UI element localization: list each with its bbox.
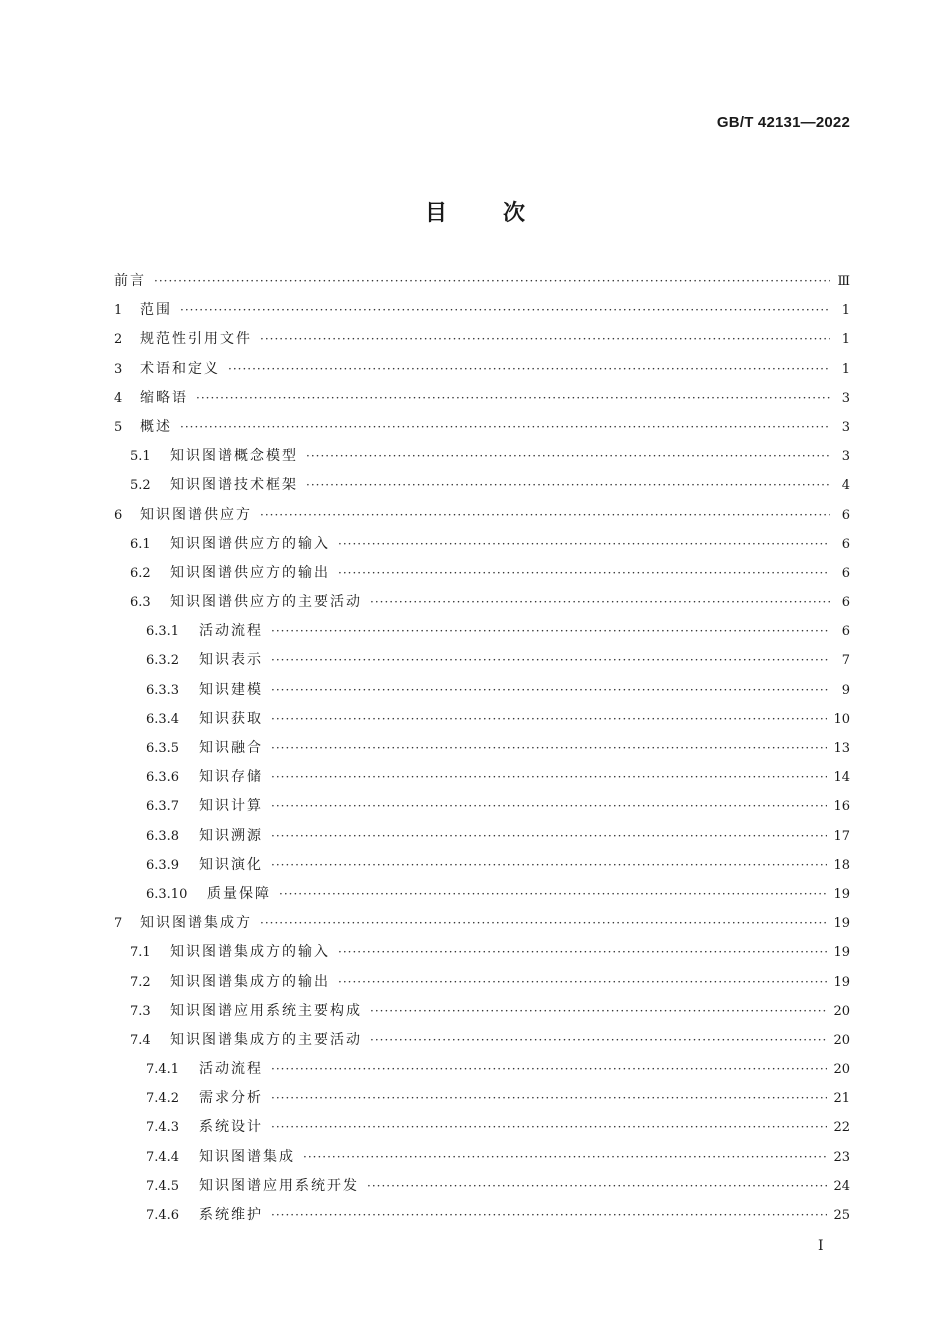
- toc-entry-title: 知识获取: [199, 710, 263, 727]
- toc-entry-page: 18: [833, 857, 850, 873]
- toc-entry-page: 19: [833, 916, 850, 932]
- toc-entry-page: 17: [833, 828, 850, 844]
- toc-entry[interactable]: [114, 679, 850, 708]
- toc-entry[interactable]: [114, 416, 850, 445]
- toc-entry-page: 6: [841, 624, 850, 640]
- toc-entry-number: 7.4: [130, 1032, 151, 1048]
- toc-entry-number: 6: [114, 507, 123, 523]
- toc-entry-title: 活动流程: [199, 623, 263, 640]
- toc-entry[interactable]: [114, 591, 850, 620]
- toc-entry-page: 6: [841, 536, 850, 552]
- toc-entry-title: 知识图谱集成方的主要活动: [170, 1031, 362, 1048]
- toc-entry-number: 6.3.1: [146, 624, 180, 640]
- toc-entry-title: 知识存储: [199, 769, 263, 786]
- toc-entry-number: 1: [114, 303, 123, 319]
- toc-entry[interactable]: [114, 358, 850, 387]
- toc-leader-dots: [367, 1179, 827, 1193]
- toc-entry[interactable]: [114, 766, 850, 795]
- toc-entry-number: 6.3.3: [146, 682, 180, 698]
- toc-leader-dots: [271, 712, 827, 726]
- page-title-char-2: 次: [503, 201, 526, 226]
- toc-entry-page: 20: [833, 1062, 850, 1078]
- toc-entry[interactable]: [114, 1087, 850, 1116]
- toc-entry-page: 3: [841, 419, 850, 435]
- toc-entry-page: 1: [841, 303, 850, 319]
- toc-leader-dots: [271, 741, 827, 755]
- toc-entry-number: 7: [114, 916, 123, 932]
- toc-entry-number: 5: [114, 419, 123, 435]
- toc-leader-dots: [271, 1062, 827, 1076]
- toc-entry-number: 6.3.7: [146, 799, 180, 815]
- toc-entry[interactable]: [114, 854, 850, 883]
- toc-entry-number: 7.2: [130, 974, 151, 990]
- toc-entry-number: 6.3.5: [146, 741, 180, 756]
- toc-entry[interactable]: [114, 504, 850, 533]
- toc-entry[interactable]: [114, 825, 850, 854]
- toc-entry-title: 前言: [114, 273, 146, 289]
- toc-leader-dots: [279, 887, 827, 901]
- toc-entry-number: 7.4.5: [146, 1178, 180, 1194]
- toc-leader-dots: [271, 683, 830, 697]
- toc-entry-title: 系统维护: [199, 1207, 263, 1223]
- toc-entry[interactable]: [114, 649, 850, 678]
- toc-entry-title: 知识图谱供应方的输入: [170, 535, 330, 552]
- toc-entry-title: 知识演化: [199, 856, 263, 873]
- toc-entry-title: 知识表示: [199, 652, 263, 669]
- toc-leader-dots: [306, 449, 830, 463]
- toc-entry-page: 10: [833, 711, 850, 727]
- toc-entry-number: 6.3.4: [146, 711, 180, 727]
- toc-entry[interactable]: [114, 708, 850, 737]
- toc-entry[interactable]: [114, 883, 850, 912]
- toc-leader-dots: [338, 945, 827, 959]
- toc-entry[interactable]: [114, 1146, 850, 1175]
- toc-leader-dots: [271, 653, 830, 667]
- page-title-char-1: 目: [424, 201, 447, 226]
- toc-leader-dots: [370, 1033, 827, 1047]
- toc-leader-dots: [271, 829, 827, 843]
- toc-entry-page: 25: [833, 1208, 850, 1223]
- page-folio: Ⅰ: [818, 1238, 824, 1254]
- toc-leader-dots: [338, 975, 827, 989]
- toc-leader-dots: [260, 508, 830, 522]
- toc-entry-number: 6.3.9: [146, 857, 180, 873]
- toc-entry-number: 4: [114, 390, 123, 406]
- toc-entry-title: 缩略语: [140, 389, 188, 406]
- toc-entry-page: 24: [833, 1178, 850, 1194]
- toc-entry-page: 19: [833, 886, 850, 902]
- toc-entry-title: 知识融合: [199, 740, 263, 756]
- page-title: [0, 196, 950, 227]
- toc-entry-number: 3: [114, 361, 123, 377]
- toc-entry-page: 13: [833, 741, 850, 756]
- toc-entry-page: 23: [833, 1149, 850, 1165]
- toc-entry[interactable]: [114, 971, 850, 1000]
- toc-leader-dots: [338, 537, 830, 551]
- toc-entry-title: 知识图谱供应方的输出: [170, 564, 330, 581]
- table-of-contents: [114, 270, 850, 1233]
- toc-entry[interactable]: [114, 737, 850, 766]
- toc-entry-number: 7.4.3: [146, 1120, 180, 1136]
- toc-entry[interactable]: [114, 387, 850, 416]
- toc-entry-page: 21: [833, 1091, 850, 1107]
- toc-entry-title: 知识建模: [199, 681, 263, 698]
- toc-entry-number: 7.1: [130, 945, 151, 961]
- toc-entry-title: 知识图谱集成方的输入: [170, 944, 330, 961]
- toc-entry-number: 6.2: [130, 565, 151, 581]
- toc-entry-page: 3: [841, 449, 850, 465]
- toc-entry-number: 7.4.4: [146, 1149, 180, 1165]
- toc-leader-dots: [271, 1120, 827, 1134]
- toc-entry-title: 术语和定义: [140, 360, 220, 377]
- toc-entry-title: 质量保障: [207, 885, 271, 902]
- toc-entry-page: 3: [841, 390, 850, 406]
- toc-entry-title: 知识溯源: [199, 827, 263, 844]
- toc-entry-number: 7.4.1: [146, 1062, 180, 1078]
- toc-entry-number: 6.3.2: [146, 653, 180, 669]
- toc-leader-dots: [154, 274, 830, 288]
- toc-entry-page: 6: [841, 507, 850, 523]
- toc-entry-page: 6: [841, 595, 850, 611]
- toc-entry-page: 14: [833, 770, 850, 786]
- toc-leader-dots: [306, 478, 830, 492]
- toc-entry[interactable]: [114, 1000, 850, 1029]
- toc-entry-page: 19: [833, 945, 850, 961]
- toc-entry-title: 范围: [140, 302, 172, 319]
- toc-entry[interactable]: [114, 1175, 850, 1204]
- toc-entry-page: 4: [841, 478, 850, 494]
- toc-entry-title: 知识计算: [199, 798, 263, 815]
- toc-entry-title: 需求分析: [199, 1090, 263, 1107]
- toc-entry-number: 6.3.10: [146, 886, 188, 902]
- toc-entry[interactable]: [114, 474, 850, 503]
- toc-entry-number: 6.3.8: [146, 828, 180, 844]
- toc-entry[interactable]: [114, 941, 850, 970]
- toc-entry-title: 知识图谱供应方的主要活动: [170, 594, 362, 611]
- toc-leader-dots: [370, 1004, 827, 1018]
- toc-entry[interactable]: [114, 562, 850, 591]
- toc-entry[interactable]: [114, 270, 850, 299]
- toc-entry-number: 7.4.2: [146, 1091, 180, 1107]
- toc-entry[interactable]: [114, 1058, 850, 1087]
- toc-entry-page: 1: [841, 361, 850, 377]
- toc-leader-dots: [271, 1208, 827, 1222]
- toc-leader-dots: [271, 624, 830, 638]
- toc-entry-title: 知识图谱集成: [199, 1148, 295, 1165]
- toc-entry[interactable]: [114, 795, 850, 824]
- toc-entry[interactable]: [114, 1029, 850, 1058]
- toc-leader-dots: [180, 420, 830, 434]
- toc-entry-title: 系统设计: [199, 1119, 263, 1136]
- toc-entry-page: 16: [833, 799, 850, 815]
- toc-entry[interactable]: [114, 1204, 850, 1233]
- toc-leader-dots: [338, 566, 830, 580]
- toc-entry[interactable]: [114, 620, 850, 649]
- toc-entry-page: 22: [833, 1120, 850, 1136]
- toc-entry-page: Ⅲ: [837, 274, 850, 289]
- toc-entry-number: 5.1: [130, 449, 151, 465]
- toc-entry-title: 知识图谱应用系统开发: [199, 1177, 359, 1194]
- toc-leader-dots: [228, 362, 830, 376]
- toc-leader-dots: [303, 1150, 827, 1164]
- toc-entry-number: 7.3: [130, 1003, 151, 1019]
- toc-entry[interactable]: [114, 445, 850, 474]
- toc-leader-dots: [271, 799, 827, 813]
- toc-entry-title: 知识图谱供应方: [140, 506, 252, 523]
- toc-entry[interactable]: [114, 912, 850, 941]
- toc-leader-dots: [260, 916, 827, 930]
- toc-entry-number: 7.4.6: [146, 1208, 180, 1223]
- toc-entry-title: 知识图谱应用系统主要构成: [170, 1002, 362, 1019]
- toc-entry-page: 7: [841, 653, 850, 669]
- toc-entry-page: 20: [833, 1003, 850, 1019]
- toc-entry-page: 1: [841, 332, 850, 348]
- toc-entry-page: 9: [841, 682, 850, 698]
- toc-leader-dots: [196, 391, 830, 405]
- toc-entry-page: 6: [841, 565, 850, 581]
- toc-entry-title: 规范性引用文件: [140, 331, 252, 348]
- toc-entry-title: 活动流程: [199, 1061, 263, 1078]
- toc-leader-dots: [271, 1091, 827, 1105]
- toc-entry[interactable]: [114, 533, 850, 562]
- toc-leader-dots: [370, 595, 830, 609]
- toc-leader-dots: [271, 858, 827, 872]
- toc-entry-number: 6.3: [130, 595, 151, 611]
- toc-leader-dots: [260, 332, 830, 346]
- toc-entry[interactable]: [114, 1116, 850, 1145]
- toc-entry-page: 19: [833, 974, 850, 990]
- toc-entry-title: 概述: [140, 418, 172, 435]
- standard-number: GB/T 42131—2022: [716, 114, 850, 131]
- toc-entry[interactable]: [114, 299, 850, 328]
- toc-entry-number: 6.1: [130, 536, 151, 552]
- toc-entry-title: 知识图谱集成方的输出: [170, 973, 330, 990]
- toc-entry-title: 知识图谱技术框架: [170, 477, 298, 494]
- toc-leader-dots: [180, 303, 830, 317]
- toc-entry-number: 5.2: [130, 478, 151, 494]
- toc-entry-page: 20: [833, 1032, 850, 1048]
- toc-entry-number: 2: [114, 332, 123, 348]
- toc-leader-dots: [271, 770, 827, 784]
- toc-entry-title: 知识图谱概念模型: [170, 448, 298, 465]
- toc-entry-number: 6.3.6: [146, 770, 180, 786]
- toc-entry-title: 知识图谱集成方: [140, 915, 252, 932]
- toc-entry[interactable]: [114, 328, 850, 357]
